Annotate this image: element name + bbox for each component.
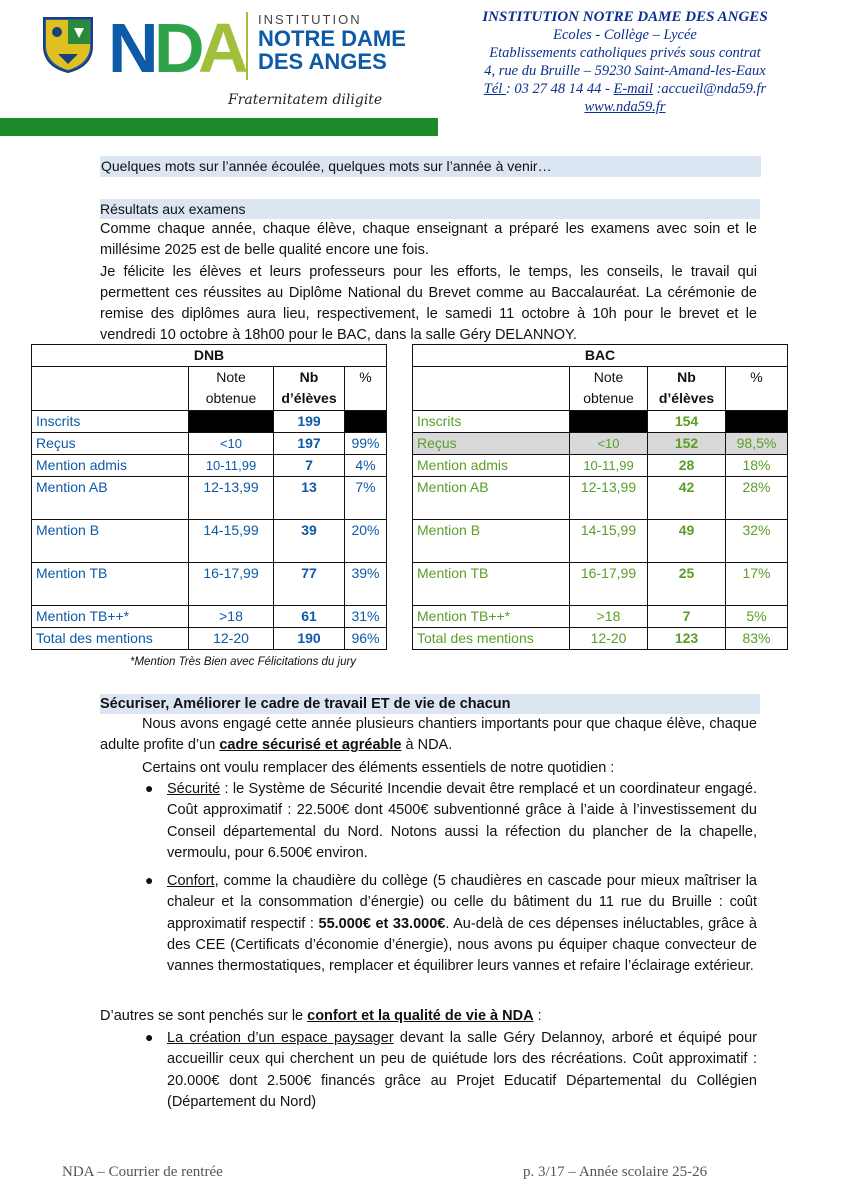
securiser-paragraph-1: Nous avons engagé cette année plusieurs chantiers importants pour que chaque élève, chaque adulte profite d’un cadre sécurisé et agréable à NDA. — [100, 716, 757, 754]
row-label: Mention AB — [32, 477, 189, 520]
row-nb: 154 — [648, 411, 726, 433]
dnb-col-pct: % — [345, 367, 387, 411]
email-label[interactable]: E-mail — [613, 81, 653, 97]
table-row — [413, 455, 788, 477]
bac-results-table — [412, 344, 788, 650]
logo-wordmark — [258, 12, 448, 73]
bullet-securite: Sécurité : le Système de Sécurité Incendie devait être remplacé et un coordinateur engagé. Coût approximatif : 22.500€ dont 4500€ subventionné grâce à l’aide à l’investissement du Conseil départemental du Nord. Notons aussi la réfection du plancher de la chapelle, vermoulu, pour 6.500€ environ. — [167, 781, 757, 861]
row-label: Mention TB++* — [413, 606, 570, 628]
svg-text:D: D — [154, 14, 199, 80]
row-note: <10 — [570, 433, 648, 455]
row-pct: 18% — [726, 455, 788, 477]
row-nb: 13 — [274, 477, 345, 520]
table-row — [32, 606, 387, 628]
school-phone-email — [460, 80, 790, 98]
svg-text:A: A — [198, 14, 243, 80]
securiser-heading: Sécuriser, Améliorer le cadre de travail ET de vie de chacun — [100, 694, 760, 714]
logo-name-line2: DES ANGES — [258, 49, 387, 74]
table-row — [413, 477, 788, 520]
results-text — [100, 219, 757, 347]
row-nb: 77 — [274, 563, 345, 606]
row-label: Inscrits — [413, 411, 570, 433]
table-row — [32, 563, 387, 606]
logo-institution: INSTITUTION — [258, 12, 362, 27]
row-nb: 199 — [274, 411, 345, 433]
dnb-title: DNB — [32, 345, 387, 367]
dnb-empty-header — [32, 367, 189, 411]
table-row — [32, 411, 387, 433]
motto: Fraternitatem diligite — [228, 92, 383, 108]
row-note: 12-20 — [570, 628, 648, 650]
row-note: 10-11,99 — [570, 455, 648, 477]
results-paragraph-2: Je félicite les élèves et leurs professeurs pour les efforts, le temps, les conseils, le travail qui permettent ces réussites au Diplôme National du Brevet comme au Baccalauréat. La cérémonie de remise des diplômes aura lieu, respectivement, le samedi 11 octobre à 10h pour le brevet et le vendredi 10 octobre à 18h00 pour le BAC, dans la salle Géry DELANNOY. — [100, 263, 757, 344]
row-pct: 31% — [345, 606, 387, 628]
row-note: 12-13,99 — [570, 477, 648, 520]
empty-black-cell — [189, 411, 274, 433]
row-label: Mention TB — [413, 563, 570, 606]
table-row — [413, 628, 788, 650]
table-row — [32, 520, 387, 563]
row-nb: 197 — [274, 433, 345, 455]
row-nb: 28 — [648, 455, 726, 477]
row-pct: 20% — [345, 520, 387, 563]
confort-qualite-link: confort et la qualité de vie à NDA — [307, 1008, 534, 1024]
row-note: 16-17,99 — [189, 563, 274, 606]
empty-black-cell — [726, 411, 788, 433]
row-pct: 5% — [726, 606, 788, 628]
school-address: 4, rue du Bruille – 59230 Saint-Amand-les-Eaux — [484, 63, 766, 79]
row-note: >18 — [570, 606, 648, 628]
row-label: Total des mentions — [32, 628, 189, 650]
row-pct: 96% — [345, 628, 387, 650]
row-nb: 39 — [274, 520, 345, 563]
row-nb: 49 — [648, 520, 726, 563]
row-nb: 7 — [274, 455, 345, 477]
table-row — [413, 411, 788, 433]
row-note: 14-15,99 — [570, 520, 648, 563]
row-label: Total des mentions — [413, 628, 570, 650]
row-pct: 99% — [345, 433, 387, 455]
row-label: Mention TB++* — [32, 606, 189, 628]
row-note: >18 — [189, 606, 274, 628]
bac-title: BAC — [413, 345, 788, 367]
table-row — [413, 520, 788, 563]
row-label: Mention B — [413, 520, 570, 563]
row-label: Mention admis — [413, 455, 570, 477]
school-levels: Ecoles - Collège – Lycée — [553, 27, 697, 43]
table-footnote: *Mention Très Bien avec Félicitations du jury — [130, 656, 357, 668]
row-note: 16-17,99 — [570, 563, 648, 606]
tel-label: Tél — [483, 81, 506, 97]
bac-col-pct: % — [726, 367, 788, 411]
row-note: <10 — [189, 433, 274, 455]
tel-number: : 03 27 48 14 44 - — [505, 81, 614, 97]
intro-heading: Quelques mots sur l’année écoulée, quelques mots sur l’année à venir… — [100, 156, 761, 177]
results-heading: Résultats aux examens — [100, 199, 760, 219]
table-row — [413, 563, 788, 606]
bac-col-nb: Nb d’élèves — [648, 367, 726, 411]
bullet-dot: ● — [145, 872, 154, 888]
bac-col-note: Note obtenue — [570, 367, 648, 411]
table-row — [32, 433, 387, 455]
row-nb: 61 — [274, 606, 345, 628]
row-label: Mention TB — [32, 563, 189, 606]
row-label: Inscrits — [32, 411, 189, 433]
row-nb: 42 — [648, 477, 726, 520]
row-note: 12-13,99 — [189, 477, 274, 520]
securiser-paragraph-3: D’autres se sont penchés sur le confort et la qualité de vie à NDA : — [100, 1008, 542, 1024]
espace-paysager-title: La création d’un espace paysager — [167, 1030, 394, 1046]
securite-title: Sécurité — [167, 781, 221, 797]
row-pct: 4% — [345, 455, 387, 477]
table-row — [32, 628, 387, 650]
cadre-link: cadre sécurisé et agréable — [219, 737, 402, 754]
school-status: Etablissements catholiques privés sous contrat — [489, 45, 761, 61]
nda-logo — [108, 14, 248, 80]
coat-of-arms-logo — [40, 14, 96, 74]
empty-black-cell — [345, 411, 387, 433]
row-nb: 123 — [648, 628, 726, 650]
row-label: Reçus — [32, 433, 189, 455]
row-pct: 17% — [726, 563, 788, 606]
footer-page-number: p. 3/17 – Année scolaire 25-26 — [523, 1164, 708, 1180]
email-address[interactable]: :accueil@nda59.fr — [652, 81, 767, 97]
school-contact-block — [460, 8, 790, 116]
footer-title: NDA – Courrier de rentrée — [62, 1164, 223, 1180]
securiser-paragraph-2: Certains ont voulu remplacer des éléments essentiels de notre quotidien : — [142, 760, 615, 776]
row-label: Mention AB — [413, 477, 570, 520]
table-row — [32, 455, 387, 477]
bullet-confort: Confort, comme la chaudière du collège (5 chaudières en cascade pour mieux maîtriser la chaleur et la consommation d’énergie) ou celle du bâtiment du 11 rue du Bruille : coût approximatif respectif : 55.000€ et 33.000€. Au-delà de ces dépenses inéluctables, grâce à des CEE (Certificats d’économie d’énergie), nous avons pu équiper chaque convecteur de vannes thermostatiques, remplacer et équilibrer leurs vannes et refaire l’éclairage extérieur. — [167, 873, 757, 975]
row-pct: 7% — [345, 477, 387, 520]
row-pct: 28% — [726, 477, 788, 520]
logo-divider — [246, 12, 248, 80]
row-note: 10-11,99 — [189, 455, 274, 477]
dnb-results-table — [31, 344, 387, 650]
results-paragraph-1: Comme chaque année, chaque élève, chaque enseignant a préparé les examens avec soin et le millésime 2025 est de belle qualité encore une fois. — [100, 221, 757, 259]
school-website-link[interactable]: www.nda59.fr — [584, 99, 666, 115]
row-nb: 25 — [648, 563, 726, 606]
bullet-dot: ● — [145, 780, 154, 796]
row-note: 14-15,99 — [189, 520, 274, 563]
header-green-bar — [0, 118, 438, 136]
row-label: Mention admis — [32, 455, 189, 477]
logo-name-line1: NOTRE DAME — [258, 26, 406, 51]
row-pct: 32% — [726, 520, 788, 563]
dnb-col-nb: Nb d’élèves — [274, 367, 345, 411]
bac-empty-header — [413, 367, 570, 411]
empty-black-cell — [570, 411, 648, 433]
row-pct: 83% — [726, 628, 788, 650]
bullet-dot: ● — [145, 1029, 154, 1045]
table-row — [413, 433, 788, 455]
table-row — [413, 606, 788, 628]
row-pct: 39% — [345, 563, 387, 606]
confort-title: Confort — [167, 873, 215, 889]
row-nb: 7 — [648, 606, 726, 628]
row-label: Mention B — [32, 520, 189, 563]
table-row — [32, 477, 387, 520]
bullet-espace-paysager: La création d’un espace paysager devant la salle Géry Delannoy, arboré et équipé pour accueillir ceux qui cherchent un peu de quiétude lors des récréations. Coût approximatif : 20.000€ dont 2.500€ financés grâce au Projet Educatif Départemental du Collégien (Département du Nord) — [167, 1030, 758, 1110]
row-nb: 190 — [274, 628, 345, 650]
dnb-col-note: Note obtenue — [189, 367, 274, 411]
row-nb: 152 — [648, 433, 726, 455]
row-label: Reçus — [413, 433, 570, 455]
svg-text:N: N — [108, 14, 153, 80]
school-name: INSTITUTION NOTRE DAME DES ANGES — [482, 9, 768, 25]
row-note: 12-20 — [189, 628, 274, 650]
row-pct: 98,5% — [726, 433, 788, 455]
